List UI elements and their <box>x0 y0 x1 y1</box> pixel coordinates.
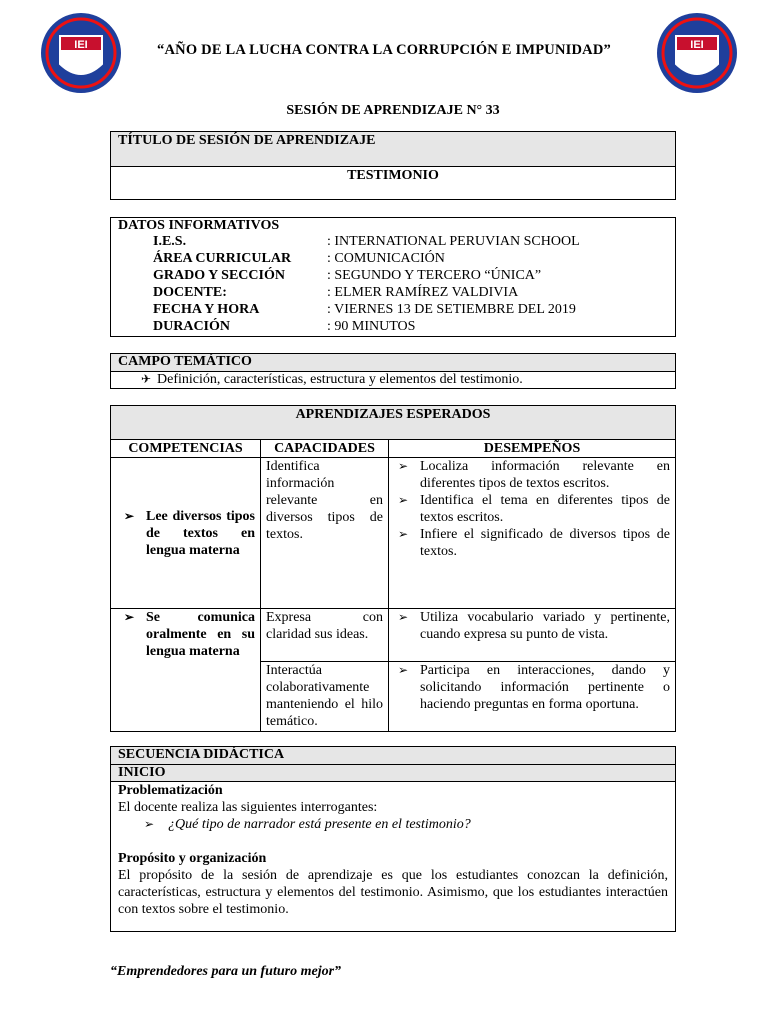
datos-value: : COMUNICACIÓN <box>327 251 445 266</box>
arrow-bullet-icon: ➢ <box>398 493 409 507</box>
campo-item <box>111 371 675 389</box>
capacidad-cell: Expresa con claridad sus ideas. <box>261 609 389 662</box>
desempeno-text: Localiza información relevante en diferentes tipos de textos escritos. <box>420 459 670 491</box>
datos-heading: DATOS INFORMATIVOS <box>118 218 280 233</box>
footer-motto: “Emprendedores para un futuro mejor” <box>110 964 342 979</box>
secuencia-box <box>110 746 676 932</box>
title-label: TÍTULO DE SESIÓN DE APRENDIZAJE <box>111 132 675 166</box>
title-value: TESTIMONIO <box>111 166 675 200</box>
airplane-bullet-icon: ✈ <box>141 372 152 386</box>
desempeno-cell <box>389 662 676 732</box>
competencia-text: Lee diversos tipos de textos en lengua materna <box>146 508 255 558</box>
campo-box <box>110 353 676 389</box>
datos-value: : INTERNATIONAL PERUVIAN SCHOOL <box>327 234 580 249</box>
arrow-bullet-icon: ➢ <box>124 508 135 523</box>
year-motto: “AÑO DE LA LUCHA CONTRA LA CORRUPCIÓN E IMPUNIDAD” <box>157 42 611 58</box>
aprendizajes-box <box>110 405 676 730</box>
problematizacion-intro: El docente realiza las siguientes interrogantes: <box>118 800 378 815</box>
arrow-bullet-icon: ➢ <box>144 817 155 831</box>
capacidad-cell: Identifica información relevante en diversos tipos de textos. <box>261 458 389 609</box>
datos-row <box>111 234 675 251</box>
datos-value: : 90 MINUTOS <box>327 319 416 334</box>
arrow-bullet-icon: ➢ <box>398 610 409 624</box>
title-box <box>110 131 676 200</box>
arrow-bullet-icon: ➢ <box>398 527 409 541</box>
competencia-text: Se comunica oralmente en su lengua materna <box>146 610 255 659</box>
secuencia-heading: SECUENCIA DIDÁCTICA <box>111 747 675 764</box>
capacidad-cell: Interactúa colaborativamente manteniendo el hilo temático. <box>261 662 389 732</box>
desempeno-text: Infiere el significado de diversos tipos de textos. <box>420 527 670 559</box>
proposito-heading: Propósito y organización <box>118 851 267 866</box>
col-capacidades: CAPACIDADES <box>261 440 389 458</box>
arrow-bullet-icon: ➢ <box>124 610 135 624</box>
arrow-bullet-icon: ➢ <box>398 663 409 677</box>
proposito-text: El propósito de la sesión de aprendizaje es que los estudiantes conozcan la definición, características, estructura y elementos del testimonio. Asimismo, que los estudiantes interactúen con textos sobre el testimonio. <box>118 868 668 917</box>
datos-label: GRADO Y SECCIÓN <box>153 268 285 283</box>
question-text: ¿Qué tipo de narrador está presente en el testimonio? <box>168 817 471 832</box>
desempeno-item <box>394 458 670 492</box>
datos-value: : ELMER RAMÍREZ VALDIVIA <box>327 285 519 300</box>
col-competencias: COMPETENCIAS <box>111 440 261 458</box>
desempeno-text: Participa en interacciones, dando y solicitando información pertinente o haciendo preguntas en forma oportuna. <box>420 663 670 712</box>
datos-row <box>111 319 675 336</box>
inicio-heading: INICIO <box>111 764 675 781</box>
campo-heading: CAMPO TEMÁTICO <box>111 354 675 371</box>
desempeno-item <box>394 526 670 560</box>
datos-value: : VIERNES 13 DE SETIEMBRE DEL 2019 <box>327 302 576 317</box>
session-title: SESIÓN DE APRENDIZAJE N° 33 <box>286 103 500 118</box>
datos-box <box>110 217 676 337</box>
desempeno-cell <box>389 609 676 662</box>
datos-row <box>111 285 675 302</box>
arrow-bullet-icon: ➢ <box>398 459 409 473</box>
problematizacion-heading: Problematización <box>118 783 223 798</box>
desempeno-text: Identifica el tema en diferentes tipos de textos escritos. <box>420 493 670 525</box>
desempeno-cell <box>389 458 676 609</box>
desempeno-item <box>394 662 670 713</box>
campo-item-text: Definición, características, estructura y elementos del testimonio. <box>157 372 523 387</box>
datos-value: : SEGUNDO Y TERCERO “ÚNICA” <box>327 268 542 283</box>
svg-text:IEI: IEI <box>74 39 88 51</box>
competencia-cell <box>111 458 261 609</box>
competencia-cell <box>111 609 261 732</box>
desempeno-item <box>394 492 670 526</box>
secuencia-body <box>111 781 675 918</box>
desempeno-text: Utiliza vocabulario variado y pertinente, cuando expresa su punto de vista. <box>420 610 670 642</box>
datos-row <box>111 268 675 285</box>
datos-label: I.E.S. <box>153 234 187 249</box>
desempeno-item <box>394 609 670 643</box>
aprendizajes-table <box>110 405 676 732</box>
datos-label: ÁREA CURRICULAR <box>153 251 292 266</box>
question-item <box>118 816 668 833</box>
aprendizajes-heading: APRENDIZAJES ESPERADOS <box>111 406 676 440</box>
datos-label: DURACIÓN <box>153 319 230 334</box>
datos-rows <box>111 234 675 336</box>
svg-text:IEI: IEI <box>690 39 704 51</box>
datos-label: DOCENTE: <box>153 285 227 300</box>
datos-row <box>111 302 675 319</box>
col-desempenos: DESEMPEÑOS <box>389 440 676 458</box>
datos-row <box>111 251 675 268</box>
datos-label: FECHA Y HORA <box>153 302 260 317</box>
